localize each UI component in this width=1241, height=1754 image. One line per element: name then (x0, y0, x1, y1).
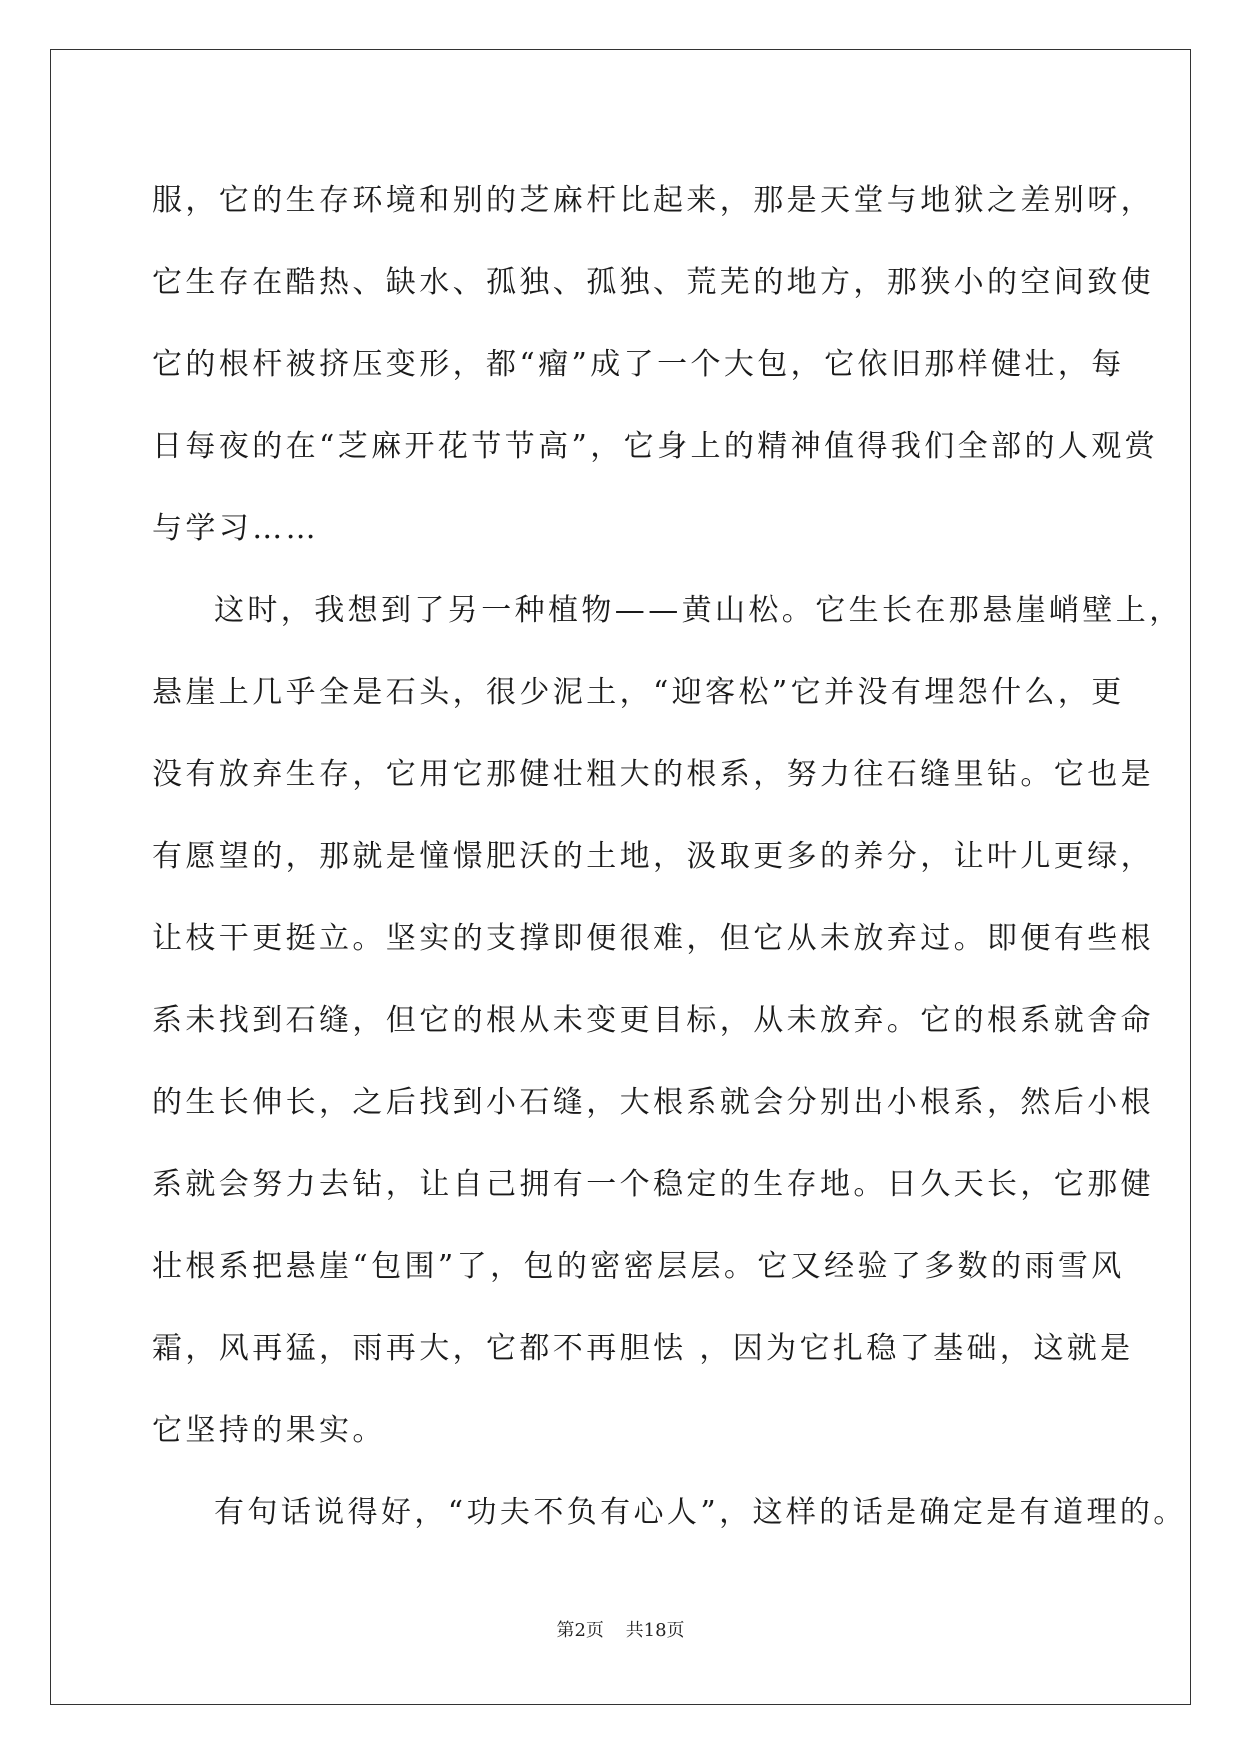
document-body (152, 160, 1187, 1554)
page-footer (0, 1616, 1241, 1642)
text-line: 它的根杆被挤压变形，都“瘤”成了一个大包，它依旧那样健壮，每 (152, 347, 1125, 382)
paragraph-first-line: 有句话说得好，“功夫不负有心人”，这样的话是确定是有道理的。 (214, 1495, 1187, 1530)
text-line: 壮根系把悬崖“包围”了，包的密密层层。它又经验了多数的雨雪风 (152, 1249, 1125, 1284)
text-line: 的生长伸长，之后找到小石缝，大根系就会分别出小根系，然后小根 (152, 1085, 1154, 1120)
text-line: 服，它的生存环境和别的芝麻杆比起来，那是天堂与地狱之差别呀， (152, 183, 1154, 218)
text-line: 有愿望的，那就是憧憬肥沃的土地，汲取更多的养分，让叶儿更绿， (152, 839, 1154, 874)
text-line: 没有放弃生存，它用它那健壮粗大的根系，努力往石缝里钻。它也是 (152, 757, 1154, 792)
text-line: 系就会努力去钻，让自己拥有一个稳定的生存地。日久天长，它那健 (152, 1167, 1154, 1202)
text-line: 让枝干更挺立。坚实的支撑即便很难，但它从未放弃过。即便有些根 (152, 921, 1154, 956)
text-line: 与学习…… (152, 511, 319, 546)
text-line: 系未找到石缝，但它的根从未变更目标，从未放弃。它的根系就舍命 (152, 1003, 1154, 1038)
text-line: 日每夜的在“芝麻开花节节高”，它身上的精神值得我们全部的人观赏 (152, 429, 1159, 464)
text-line: 它坚持的果实。 (152, 1413, 386, 1448)
page-total: 共18页 (625, 1620, 685, 1641)
text-line: 霜，风再猛，雨再大，它都不再胆怯 ，因为它扎稳了基础，这就是 (152, 1331, 1134, 1366)
text-line: 它生存在酷热、缺水、孤独、孤独、荒芜的地方，那狭小的空间致使 (152, 265, 1154, 300)
text-line: 悬崖上几乎全是石头，很少泥土，“迎客松”它并没有埋怨什么，更 (152, 675, 1125, 710)
paragraph-first-line: 这时，我想到了另一种植物——黄山松。它生长在那悬崖峭壁上， (214, 593, 1183, 628)
page-number: 第2页 (556, 1620, 604, 1641)
